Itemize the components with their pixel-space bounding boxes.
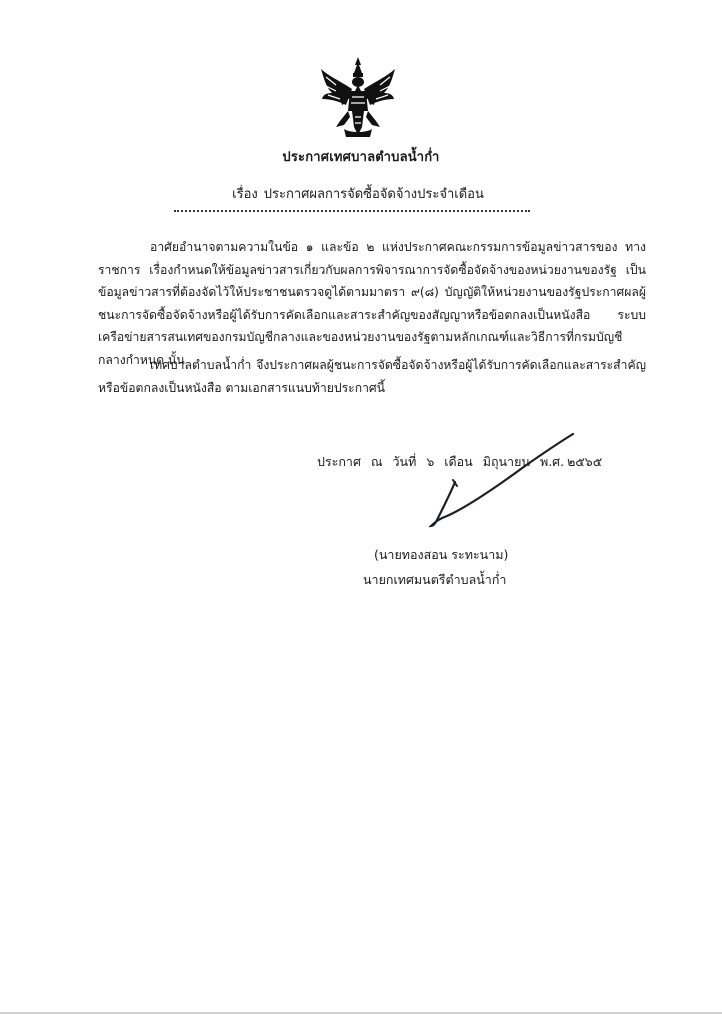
subject-prefix: เรื่อง bbox=[232, 187, 258, 202]
date-announce: ประกาศ bbox=[317, 454, 361, 469]
dotted-divider bbox=[174, 210, 530, 212]
document-title: ประกาศเทศบาลตำบลน้ำก่ำ bbox=[282, 150, 440, 165]
date-year-label: พ.ศ. bbox=[539, 454, 565, 469]
handwritten-signature bbox=[415, 432, 585, 542]
body-paragraph-2: เทศบาลตำบลน้ำก่ำ จึงประกาศผลผู้ชนะการจัดซื้อจัดจ้างหรือผู้ได้รับการคัดเลือกและสาระสำคัญหรือข้อตกลงเป็นหนังสือ ตามเอกสารแนบท้ายประกาศนี้ bbox=[98, 358, 646, 395]
date-at: ณ bbox=[370, 454, 383, 469]
date-month: มิถุนายน bbox=[482, 454, 530, 469]
subject-text: ประกาศผลการจัดซื้อจัดจ้างประจำเดือน bbox=[263, 187, 484, 202]
page-bottom-edge bbox=[0, 1012, 722, 1014]
date-year: ๒๕๖๕ bbox=[567, 454, 603, 469]
body-paragraph-1: อาศัยอำนาจตามความในข้อ ๑ และข้อ ๒ แห่งประกาศคณะกรรมการข้อมูลข่าวสารของ ทางราชการ เรื่องกำหนดให้ข้อมูลข่าวสารเกี่ยวกับผลการพิจารณาการจัดซื้อจัดจ้างของหน่วยงานของรัฐ เป็นข้อมูลข่าวสารที่ต้องจัดไว้ให้ประชาชนตรวจดูได้ตามมาตรา ๙(๘) บัญญัติให้หน่วยงานของรัฐประกาศผลผู้ชนะการจัดซื้อจัดจ้างหรือผู้ได้รับการคัดเลือกและสาระสำคัญของสัญญาหรือข้อตกลงเป็นหนังสือ ระบบเครือข่ายสารสนเทศของกรมบัญชีกลางและของหน่วยงานของรัฐตามหลักเกณฑ์และวิธีการที่กรมบัญชีกลางกำหนด นั้น bbox=[98, 240, 646, 367]
document-subject bbox=[0, 183, 722, 204]
signer-name: (นายทองสอน ระทะนาม) bbox=[374, 547, 509, 562]
date-day-label: วันที่ bbox=[392, 454, 417, 469]
signer-title: นายกเทศมนตรีตำบลน้ำก่ำ bbox=[363, 572, 507, 587]
garuda-emblem-icon bbox=[318, 55, 398, 139]
date-day: ๖ bbox=[426, 454, 435, 469]
date-month-label: เดือน bbox=[444, 454, 473, 469]
